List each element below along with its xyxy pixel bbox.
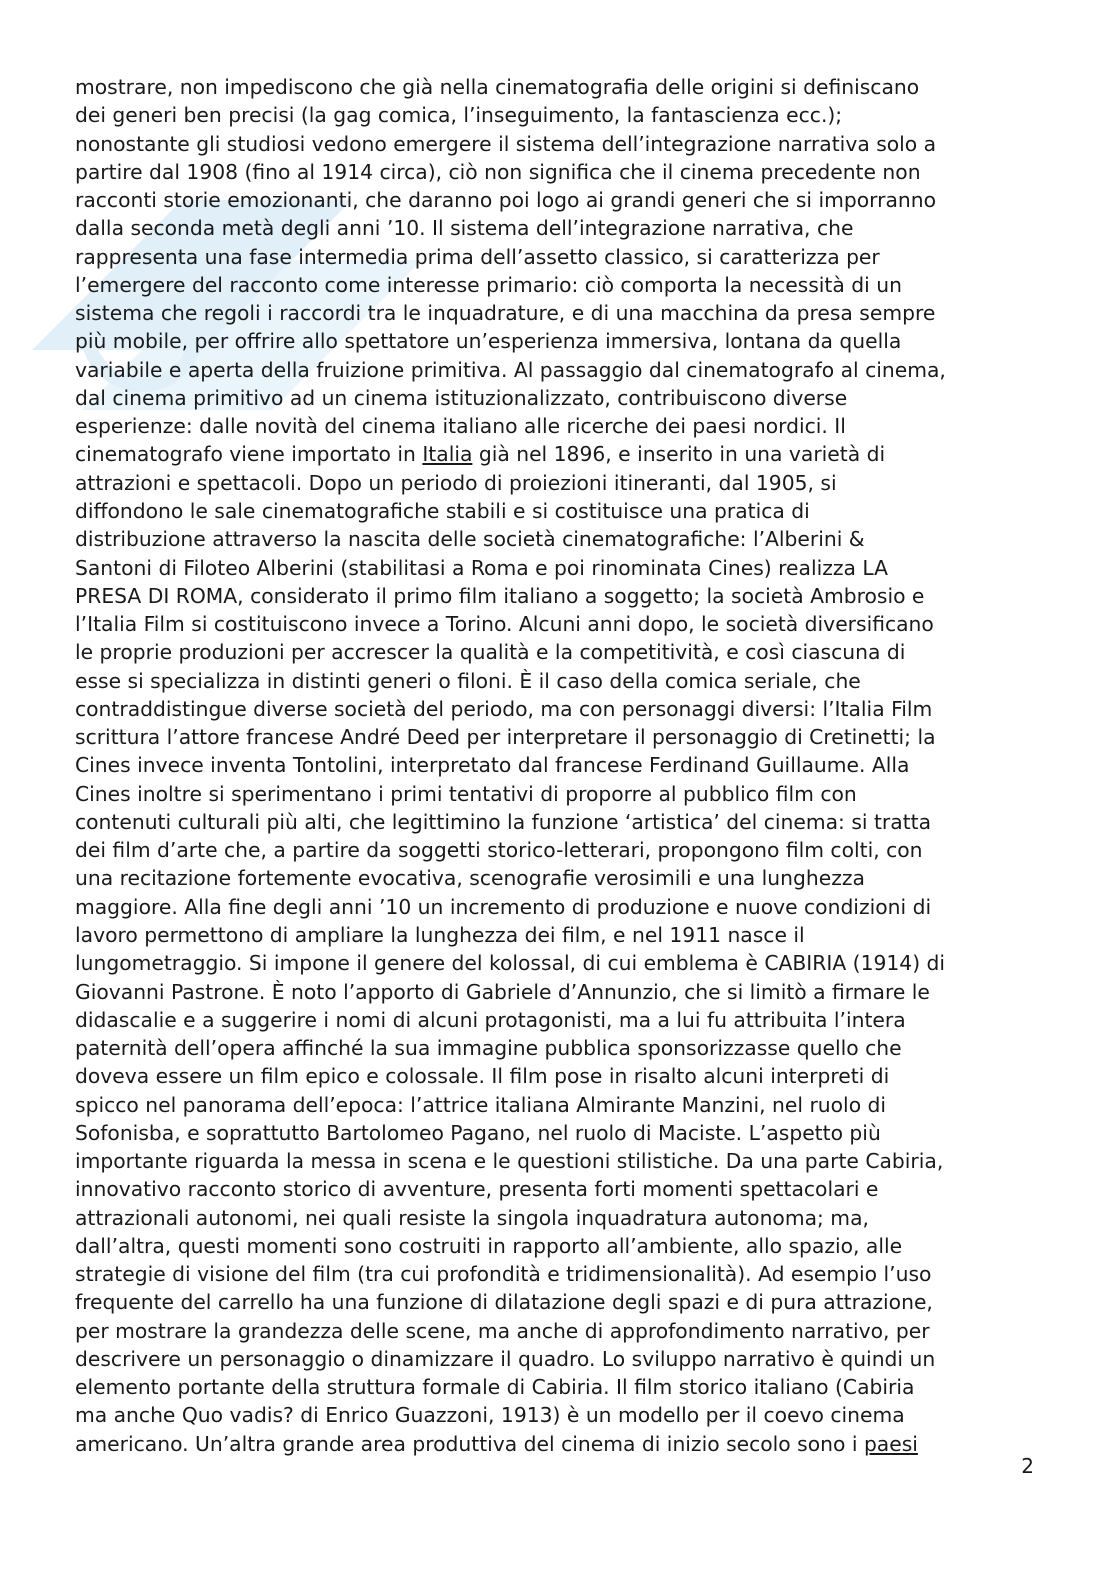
text-line: nonostante gli studiosi vedono emergere il sistema dell’integrazione narrativa solo a — [75, 131, 937, 156]
text-line: le proprie produzioni per accrescer la qualità e la competitività, e così ciascuna di — [75, 640, 906, 665]
text-line: importante riguarda la messa in scena e le questioni stilistiche. Da una parte Cabiria, — [75, 1149, 944, 1174]
text-line: frequente del carrello ha una funzione di dilatazione degli spazi e di pura attrazione, — [75, 1290, 933, 1315]
text-line: spicco nel panorama dell’epoca: l’attrice italiana Almirante Manzini, nel ruolo di — [75, 1092, 887, 1117]
italia-link[interactable]: Italia — [422, 442, 473, 467]
text-line: innovativo racconto storico di avventure, presenta forti momenti spettacolari e — [75, 1177, 879, 1202]
text-line: variabile e aperta della fruizione primitiva. Al passaggio dal cinematografo al cinema, — [75, 357, 946, 382]
text-line: Giovanni Pastrone. È noto l’apporto di Gabriele d’Annunzio, che si limitò a firmare le — [75, 979, 930, 1004]
text-line: rappresenta una fase intermedia prima dell’assetto classico, si caratterizza per — [75, 244, 880, 269]
text-line: contenuti culturali più alti, che legittimino la funzione ‘artistica’ del cinema: si tratta — [75, 809, 932, 834]
text-line: Sofonisba, e soprattutto Bartolomeo Pagano, nel ruolo di Maciste. L’aspetto più — [75, 1120, 881, 1145]
text-line-with-link — [75, 440, 1045, 468]
text-line: maggiore. Alla fine degli anni ’10 un incremento di produzione e nuove condizioni di — [75, 894, 932, 919]
text-line: racconti storie emozionanti, che daranno poi logo ai grandi generi che si imporranno — [75, 188, 937, 213]
text-line: distribuzione attraverso la nascita delle società cinematografiche: l’Alberini & — [75, 527, 865, 552]
text-line: dall’altra, questi momenti sono costruiti in rapporto all’ambiente, allo spazio, alle — [75, 1233, 903, 1258]
page-number: 2 — [1021, 1454, 1034, 1478]
text-line: dalla seconda metà degli anni ’10. Il sistema dell’integrazione narrativa, che — [75, 216, 854, 241]
text-line: attrazionali autonomi, nei quali resiste la singola inquadratura autonoma; ma, — [75, 1205, 869, 1230]
text-line-with-link — [75, 1430, 1045, 1458]
text-line: contraddistingue diverse società del periodo, ma con personaggi diversi: l’Italia Film — [75, 696, 933, 721]
text-line: descrivere un personaggio o dinamizzare il quadro. Lo sviluppo narrativo è quindi un — [75, 1346, 936, 1371]
text-line: diffondono le sale cinematografiche stabili e si costituisce una pratica di — [75, 498, 810, 523]
text-line: l’Italia Film si costituiscono invece a Torino. Alcuni anni dopo, le società diversificano — [75, 612, 934, 637]
text-line: PRESA DI ROMA, considerato il primo film italiano a soggetto; la società Ambrosio e — [75, 583, 925, 608]
text-line: Cines inoltre si sperimentano i primi tentativi di proporre al pubblico film con — [75, 781, 857, 806]
text-line: esperienze: dalle novità del cinema italiano alle ricerche dei paesi nordici. Il — [75, 414, 846, 439]
text-line: attrazioni e spettacoli. Dopo un periodo di proiezioni itineranti, dal 1905, si — [75, 470, 837, 495]
text-line: paternità dell’opera affinché la sua immagine pubblica sponsorizzasse quello che — [75, 1036, 902, 1061]
text-line: dei film d’arte che, a partire da soggetti storico-letterari, propongono film colti, con — [75, 838, 923, 863]
text-line: l’emergere del racconto come interesse primario: ciò comporta la necessità di un — [75, 272, 902, 297]
text-line: lungometraggio. Si impone il genere del kolossal, di cui emblema è CABIRIA (1914) di — [75, 951, 946, 976]
body-text — [75, 73, 1045, 1458]
text-line: Cines invece inventa Tontolini, interpretato dal francese Ferdinand Guillaume. Alla — [75, 753, 910, 778]
paesi-link[interactable]: paesi — [863, 1431, 918, 1456]
text-line: mostrare, non impediscono che già nella cinematografia delle origini si definiscano — [75, 75, 920, 99]
text-line: scrittura l’attore francese André Deed per interpretare il personaggio di Cretinetti; la — [75, 725, 936, 750]
text-fragment: cinematografo viene importato in — [75, 442, 423, 467]
text-fragment: americano. Un’altra grande area produttiva del cinema di inizio secolo sono i — [75, 1431, 864, 1456]
text-fragment: già nel 1896, e inserito in una varietà di — [472, 442, 886, 467]
text-line: più mobile, per offrire allo spettatore un’esperienza immersiva, lontana da quella — [75, 329, 902, 354]
text-line: elemento portante della struttura formale di Cabiria. Il film storico italiano (Cabiria — [75, 1375, 915, 1400]
text-line: per mostrare la grandezza delle scene, ma anche di approfondimento narrativo, per — [75, 1318, 930, 1343]
text-line: una recitazione fortemente evocativa, scenografie verosimili e una lunghezza — [75, 866, 865, 891]
text-line: esse si specializza in distinti generi o filoni. È il caso della comica seriale, che — [75, 668, 861, 693]
text-line: ma anche Quo vadis? di Enrico Guazzoni, 1913) è un modello per il coevo cinema — [75, 1403, 905, 1428]
text-line: dal cinema primitivo ad un cinema istituzionalizzato, contribuiscono diverse — [75, 385, 848, 410]
text-line: sistema che regoli i raccordi tra le inquadrature, e di una macchina da presa sempre — [75, 301, 936, 326]
text-line: Santoni di Filoteo Alberini (stabilitasi a Roma e poi rinominata Cines) realizza LA — [75, 555, 889, 580]
text-line: partire dal 1908 (fino al 1914 circa), ciò non significa che il cinema precedente non — [75, 159, 921, 184]
text-line: strategie di visione del film (tra cui profondità e tridimensionalità). Ad esempio l’uso — [75, 1262, 932, 1287]
text-line: doveva essere un film epico e colossale. Il film pose in risalto alcuni interpreti di — [75, 1064, 890, 1089]
text-line: lavoro permettono di ampliare la lunghezza dei film, e nel 1911 nasce il — [75, 922, 805, 947]
text-line: dei generi ben precisi (la gag comica, l’inseguimento, la fantascienza ecc.); — [75, 103, 843, 128]
text-line: didascalie e a suggerire i nomi di alcuni protagonisti, ma a lui fu attribuita l’intera — [75, 1007, 906, 1032]
